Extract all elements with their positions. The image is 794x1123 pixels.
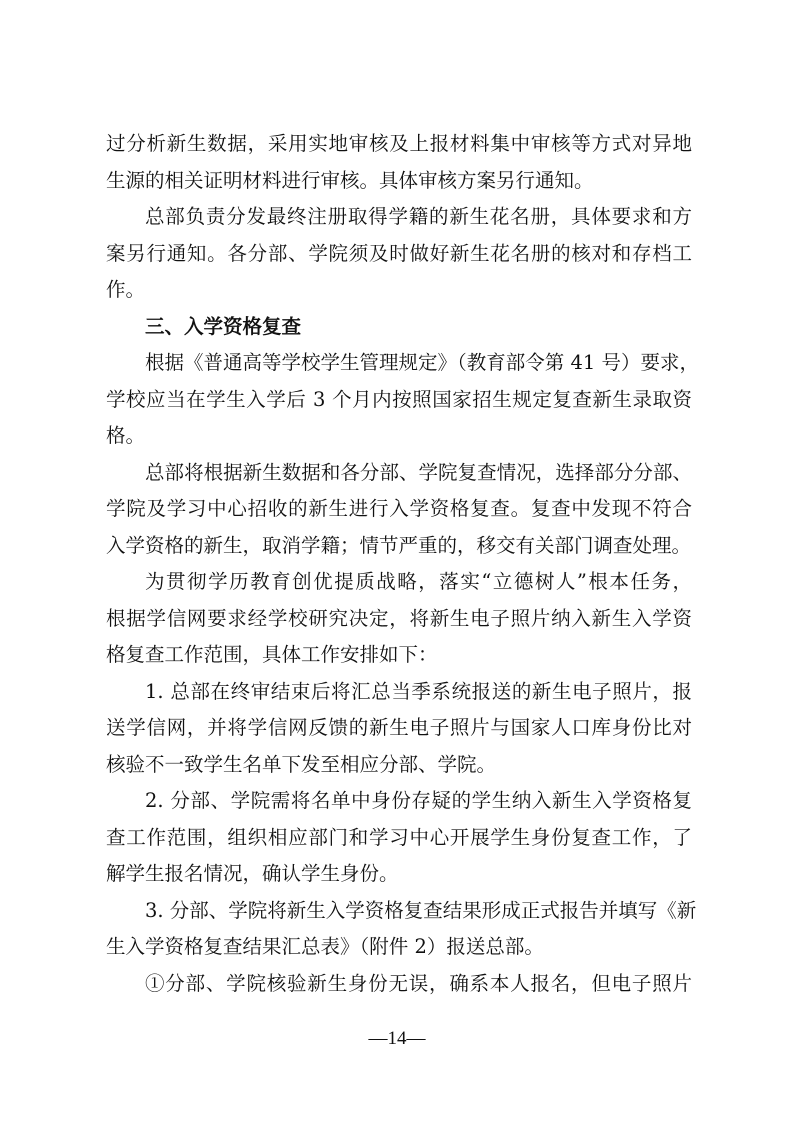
text-line: 为贯彻学历教育创优提质战略，落实“立德树人”根本任务， [145, 570, 692, 593]
text-line: 送学信网，并将学信网反馈的新生电子照片与国家人口库身份比对 [106, 716, 692, 739]
text-line: 案另行通知。各分部、学院须及时做好新生花名册的核对和存档工 [106, 241, 692, 265]
text-line: 查工作范围，组织相应部门和学习中心开展学生身份复查工作，了 [106, 825, 692, 849]
text-line: 作。 [106, 278, 146, 301]
text-line: 格。 [106, 424, 146, 447]
section-heading: 三、入学资格复查 [145, 314, 302, 338]
text-line: 3. 分部、学院将新生入学资格复查结果形成正式报告并填写《新 [145, 898, 697, 922]
text-line: 入学资格的新生，取消学籍；情节严重的，移交有关部门调查处理。 [106, 533, 692, 557]
text-line: 总部将根据新生数据和各分部、学院复查情况，选择部分分部、 [145, 460, 692, 484]
text-line: 解学生报名情况，确认学生身份。 [106, 862, 399, 885]
text-line: 根据《普通高等学校学生管理规定》（教育部令第 41 号）要求， [145, 351, 699, 374]
document-body [106, 126, 699, 1002]
text-line: 总部负责分发最终注册取得学籍的新生花名册，具体要求和方 [145, 205, 692, 228]
text-line: 生入学资格复查结果汇总表》（附件 2）报送总部。 [106, 935, 544, 958]
text-line: 格复查工作范围，具体工作安排如下： [106, 643, 438, 666]
text-line: 生源的相关证明材料进行审核。具体审核方案另行通知。 [106, 168, 594, 192]
text-line: 核验不一致学生名单下发至相应分部、学院。 [106, 752, 497, 776]
text-line: 过分析新生数据，采用实地审核及上报材料集中审核等方式对异地 [106, 132, 692, 155]
text-line: ①分部、学院核验新生身份无误，确系本人报名，但电子照片 [145, 971, 692, 995]
text-line: 2. 分部、学院需将名单中身份存疑的学生纳入新生入学资格复 [145, 789, 692, 812]
text-line: 学院及学习中心招收的新生进行入学资格复查。复查中发现不符合 [106, 497, 692, 520]
page-number: —14— [368, 1028, 426, 1049]
text-line: 1. 总部在终审结束后将汇总当季系统报送的新生电子照片，报 [145, 679, 692, 703]
text-line: 根据学信网要求经学校研究决定，将新生电子照片纳入新生入学资 [106, 606, 692, 630]
text-line: 学校应当在学生入学后 3 个月内按照国家招生规定复查新生录取资 [106, 387, 692, 411]
